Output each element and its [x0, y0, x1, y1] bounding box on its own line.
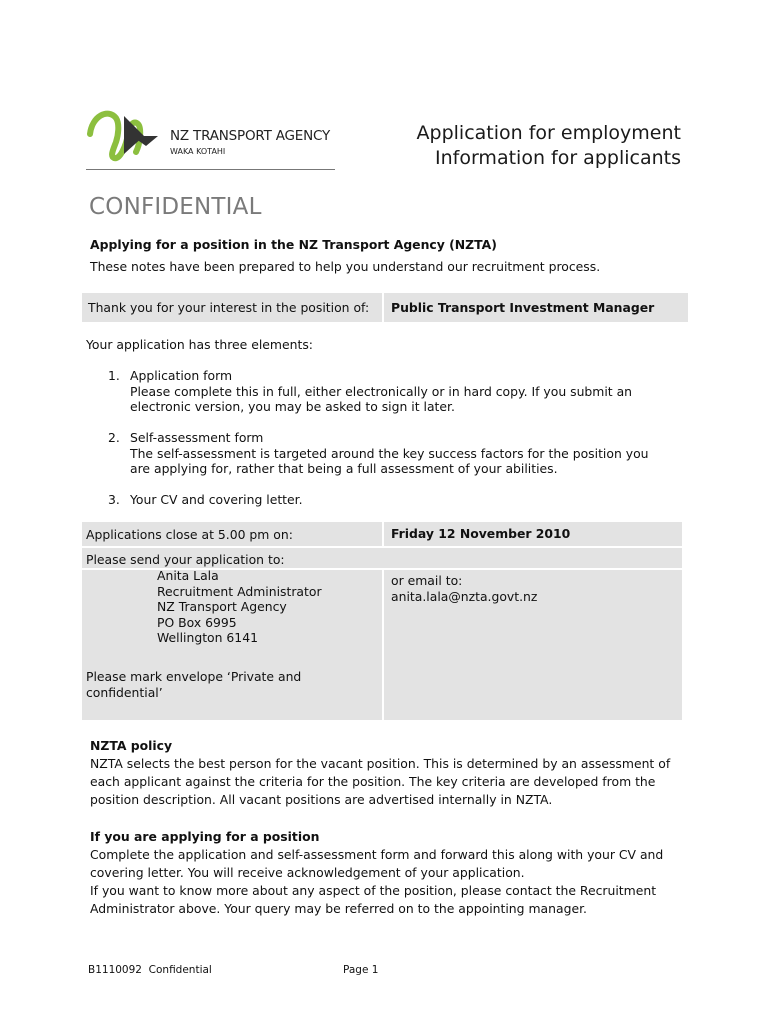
close-label: Applications close at 5.00 pm on:: [86, 527, 293, 542]
envelope-note-line: Please mark envelope ‘Private and: [86, 669, 302, 684]
footer-doc-id: B1110092: [88, 964, 142, 976]
list-item-title: Your CV and covering letter.: [130, 492, 303, 507]
position-table: [82, 293, 688, 322]
list-item-line: Please complete this in full, either electronically or in hard copy. If you submit an: [130, 383, 633, 399]
list-item-title: Application form: [130, 368, 233, 383]
logo-subtitle: WAKA KOTAHI: [170, 147, 226, 156]
applying-line: If you want to know more about any aspect of the position, please contact the Recruitment: [90, 883, 657, 898]
applying-line: covering letter. You will receive acknowledgement of your application.: [90, 865, 525, 880]
envelope-note: [86, 669, 301, 700]
address-block: [157, 568, 322, 646]
applying-heading: If you are applying for a position: [90, 829, 320, 844]
applying-line: Administrator above. Your query may be referred on to the appointing manager.: [90, 901, 587, 916]
footer-doc-label: Confidential: [148, 964, 212, 976]
envelope-note-line: confidential’: [86, 684, 163, 700]
email-block: [391, 573, 537, 604]
elements-intro: Your application has three elements:: [86, 337, 313, 352]
email-address: anita.lala@nzta.govt.nz: [391, 588, 538, 604]
footer-doc-info: [88, 964, 212, 976]
application-details-table: [82, 522, 682, 720]
applying-text: [90, 846, 663, 918]
logo-name: NZ TRANSPORT AGENCY: [170, 128, 331, 144]
policy-text: [90, 755, 670, 809]
address-line: Anita Lala: [157, 568, 219, 583]
list-item: [108, 430, 688, 477]
address-line: NZ Transport Agency: [157, 599, 287, 614]
list-item-line: The self-assessment is targeted around the key success factors for the position you: [130, 445, 649, 461]
policy-line: NZTA selects the best person for the vacant position. This is determined by an assessment of: [90, 756, 671, 771]
email-label: or email to:: [391, 573, 463, 588]
address-line: Wellington 6141: [157, 630, 258, 645]
list-item-line: are applying for, rather that being a full assessment of your abilities.: [130, 461, 558, 476]
document-title: Application for employment: [416, 122, 681, 144]
address-line: Recruitment Administrator: [157, 583, 322, 599]
list-item: [108, 492, 688, 508]
list-number: 3.: [108, 492, 120, 507]
intro-heading: Applying for a position in the NZ Transport Agency (NZTA): [90, 237, 497, 252]
list-number: 1.: [108, 368, 120, 383]
policy-line: position description. All vacant positions are advertised internally in NZTA.: [90, 792, 553, 807]
policy-heading: NZTA policy: [90, 738, 173, 753]
applying-line: Complete the application and self-assessment form and forward this along with your CV and: [90, 847, 664, 862]
address-line: PO Box 6995: [157, 614, 237, 630]
close-date: Friday 12 November 2010: [391, 526, 571, 541]
intro-text: These notes have been prepared to help you understand our recruitment process.: [90, 259, 601, 274]
list-number: 2.: [108, 430, 120, 445]
send-label: Please send your application to:: [86, 552, 285, 567]
nzta-logo: [86, 102, 336, 172]
logo-divider: [86, 169, 335, 170]
document-subtitle: Information for applicants: [435, 147, 681, 169]
list-item: [108, 368, 688, 415]
footer-page-number: Page 1: [343, 964, 379, 976]
position-label: Thank you for your interest in the position of:: [88, 300, 370, 315]
list-item-title: Self-assessment form: [130, 430, 264, 445]
policy-line: each applicant against the criteria for the position. The key criteria are developed from the: [90, 774, 656, 789]
confidential-heading: CONFIDENTIAL: [89, 194, 262, 220]
list-item-line: electronic version, you may be asked to sign it later.: [130, 399, 455, 414]
position-title: Public Transport Investment Manager: [391, 300, 655, 315]
